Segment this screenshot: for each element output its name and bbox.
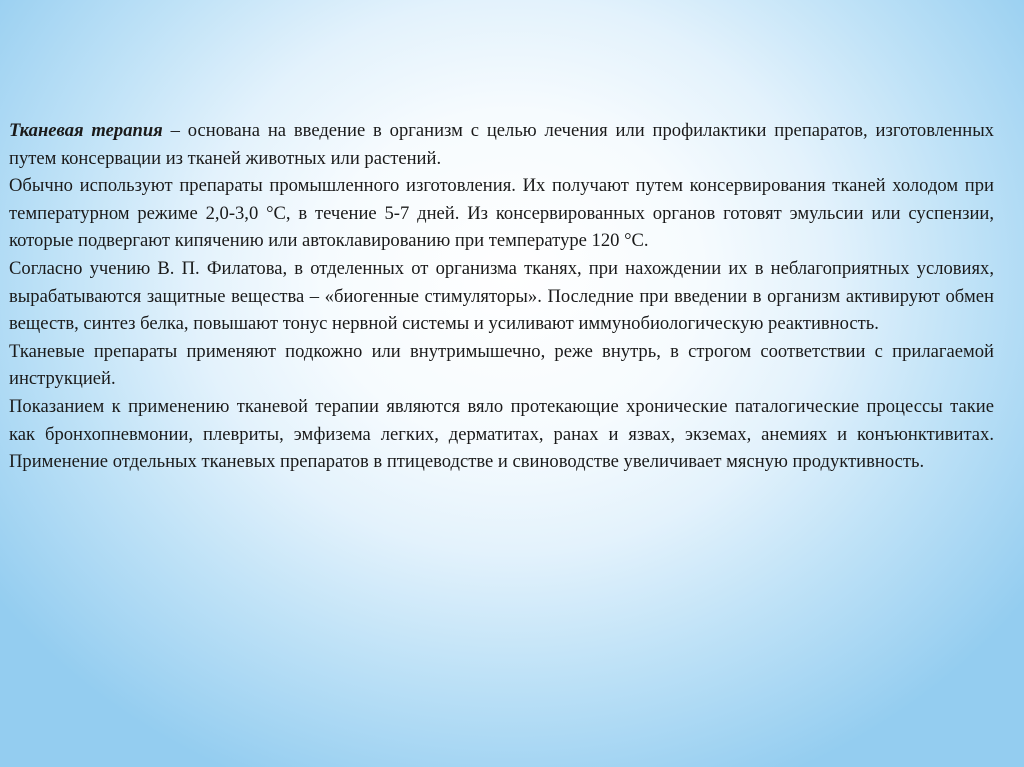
slide-text-block [9, 117, 994, 476]
paragraph-filatov-teaching: Согласно учению В. П. Филатова, в отделенных от организма тканях, при нахождении их в неблагоприятных условиях, вырабатываются защитные вещества – «биогенные стимуляторы». Последние при введении в организм активируют обмен веществ, синтез белка, повышают тонус нервной системы и усиливают иммунобиологическую реактивность. [9, 257, 994, 335]
paragraph-administration: Тканевые препараты применяют подкожно или внутримышечно, реже внутрь, в строгом соответствии с прилагаемой инструкцией. [9, 340, 994, 390]
paragraph-definition [9, 117, 994, 172]
term-tissue-therapy: Тканевая терапия [9, 120, 163, 141]
paragraph-preparation: Обычно используют препараты промышленного изготовления. Их получают путем консервирования тканей холодом при температурном режиме 2,0-3,0 °С, в течение 5-7 дней. Из консервированных органов готовят эмульсии или суспензии, которые подвергают кипячению или автоклавированию при температуре 120 °С. [9, 175, 994, 252]
paragraph-indications: Показанием к применению тканевой терапии являются вяло протекающие хронические паталогические процессы такие как бронхопневмонии, плевриты, эмфизема легких, дерматитах, ранах и язвах, экземах, анемиях и конъюнктивитах. Применение отдельных тканевых препаратов в птицеводстве и свиноводстве увеличивает мясную продуктивность. [9, 395, 994, 473]
definition-text: – основана на введение в организм с целью лечения или профилактики препаратов, изготовленных путем консервации из тканей животных или растений. [9, 120, 994, 169]
